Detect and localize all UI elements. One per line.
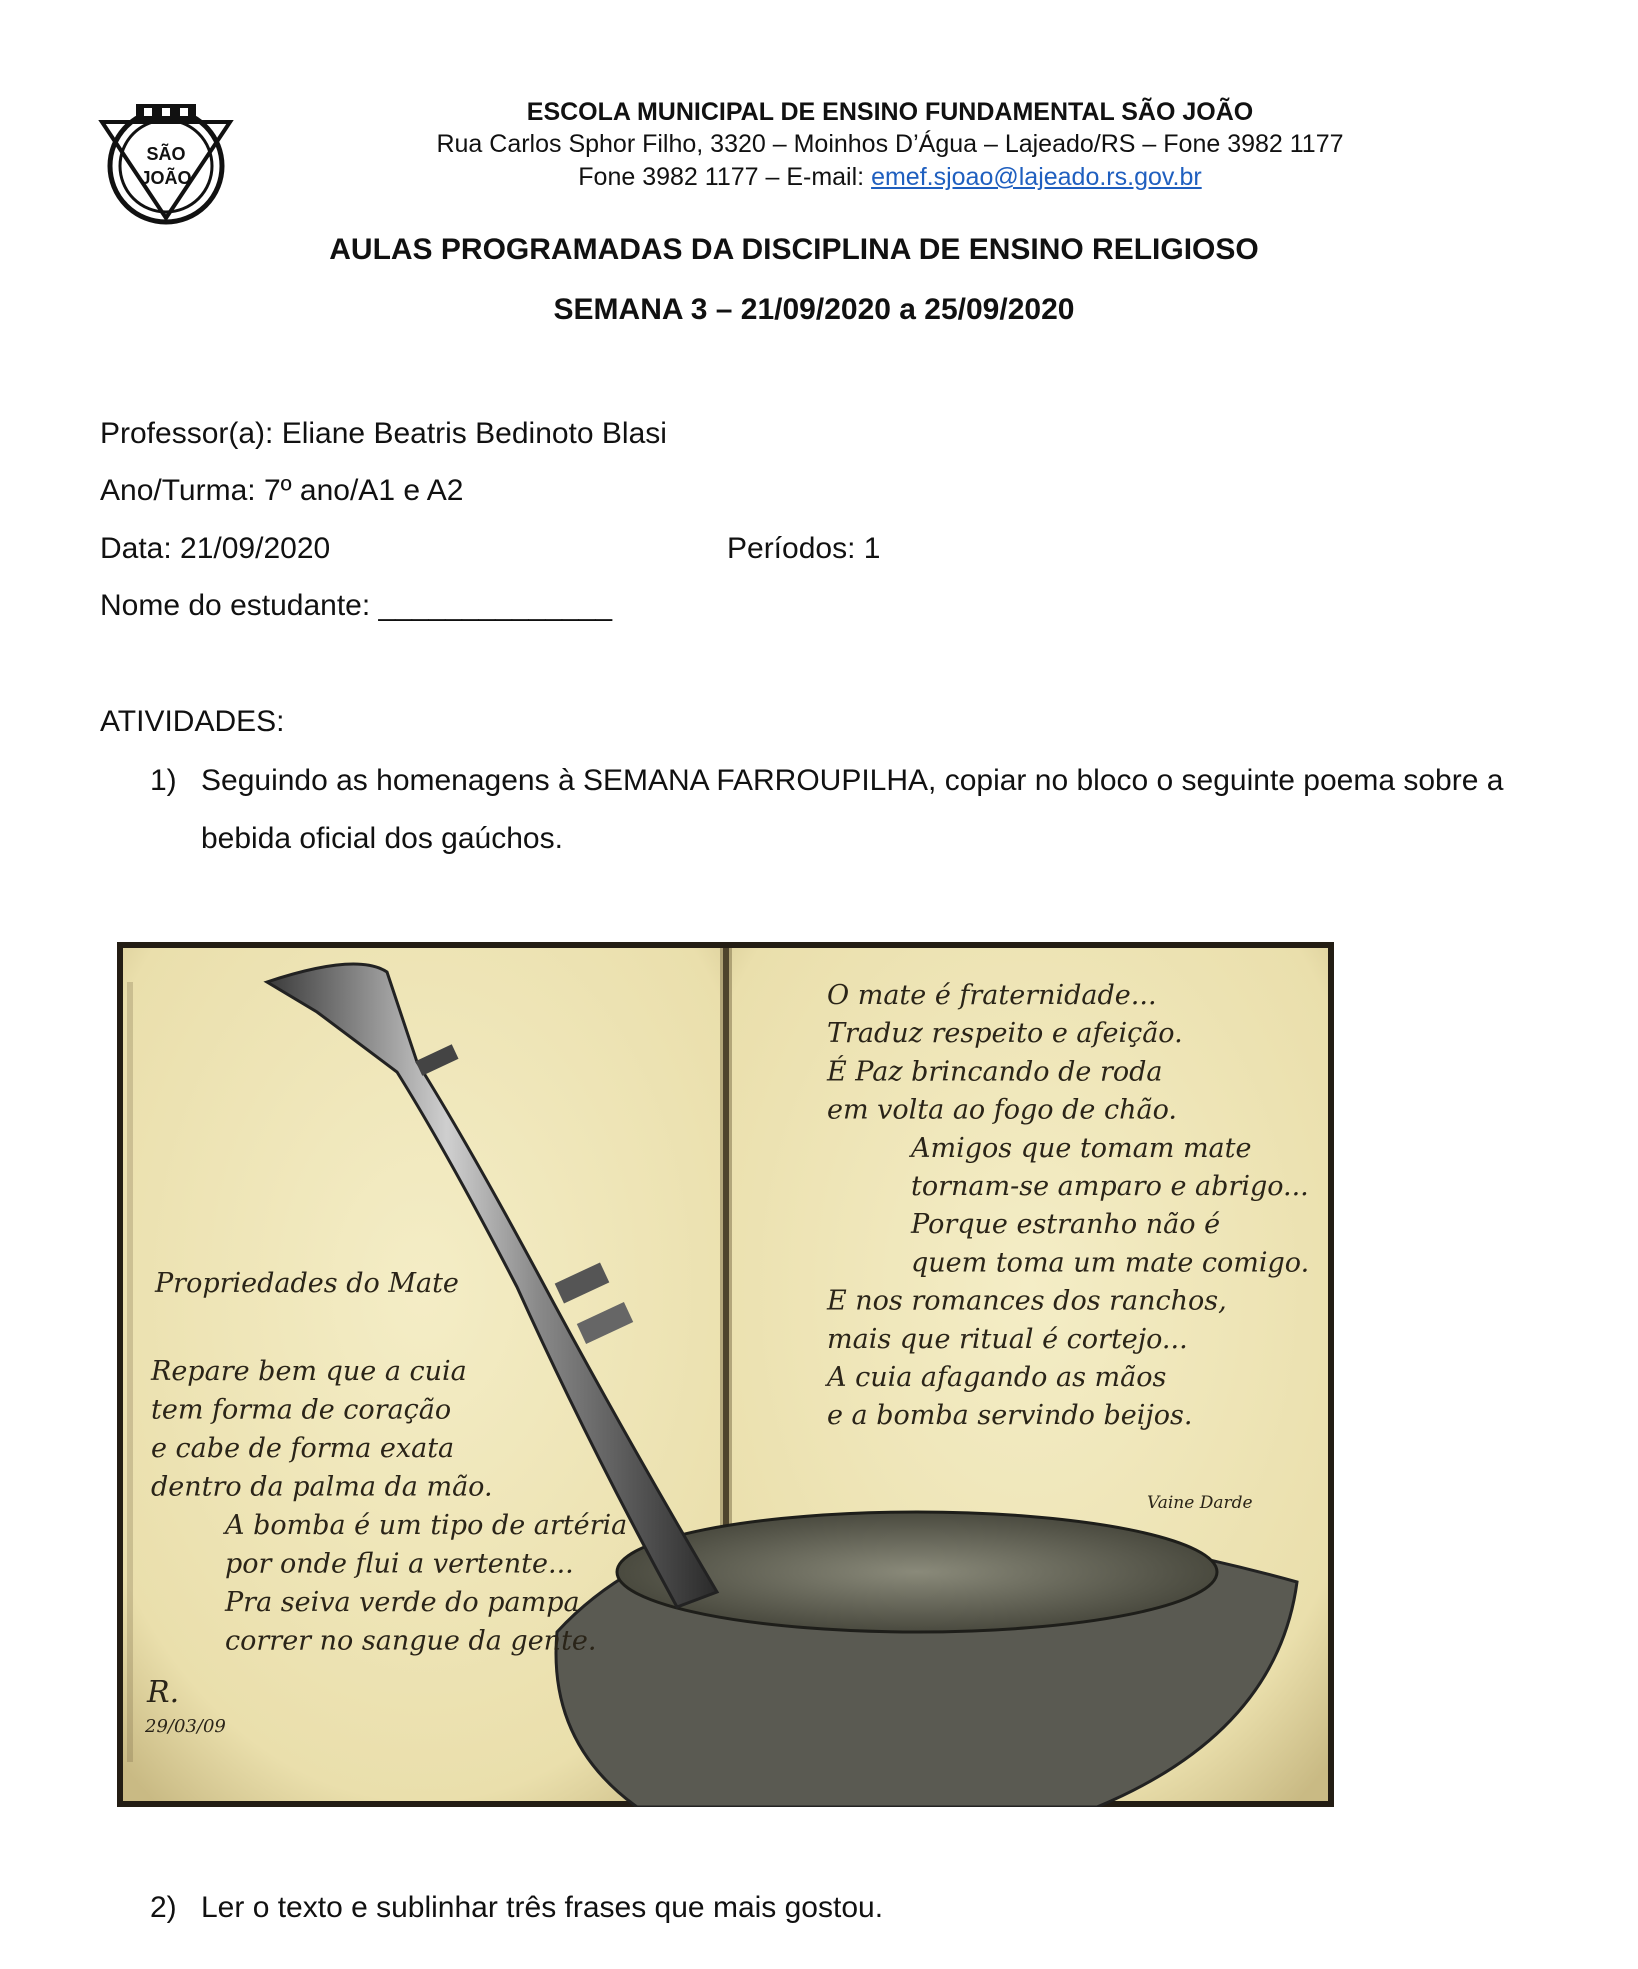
poem-right-line: e a bomba servindo beijos. bbox=[827, 1400, 1193, 1432]
page-title: AULAS PROGRAMADAS DA DISCIPLINA DE ENSINO RELIGIOSO bbox=[329, 233, 1259, 266]
poem-right-line: E nos romances dos ranchos, bbox=[827, 1285, 1227, 1317]
poem-left-line: A bomba é um tipo de artéria bbox=[225, 1510, 628, 1541]
activity-number: 2) bbox=[150, 1891, 177, 1924]
activity-text: Ler o texto e sublinhar três frases que mais gostou. bbox=[201, 1891, 884, 1924]
poem-right-line: quem toma um mate comigo. bbox=[911, 1247, 1310, 1279]
week-title: SEMANA 3 – 21/09/2020 a 25/09/2020 bbox=[553, 293, 1075, 326]
periods-field: Períodos: 1 bbox=[727, 532, 881, 565]
email-link[interactable]: emef.sjoao@lajeado.rs.gov.br bbox=[871, 163, 1202, 191]
contact-prefix: Fone 3982 1177 – E-mail: bbox=[578, 163, 872, 191]
poem-right-line: tornam-se amparo e abrigo... bbox=[911, 1171, 1309, 1202]
logo-text-bottom: JOÃO bbox=[140, 168, 192, 188]
poem-image bbox=[117, 942, 1334, 1807]
poem-right-line: O mate é fraternidade... bbox=[827, 980, 1157, 1011]
activities-heading: ATIVIDADES: bbox=[100, 705, 285, 738]
activity-number: 1) bbox=[150, 764, 177, 797]
date-field: Data: 21/09/2020 bbox=[100, 532, 331, 565]
poem-right-line: Traduz respeito e afeição. bbox=[827, 1018, 1183, 1050]
poem-right-line: É Paz brincando de roda bbox=[827, 1056, 1163, 1088]
poem-right-line: A cuia afagando as mãos bbox=[827, 1362, 1167, 1393]
class-field: Ano/Turma: 7º ano/A1 e A2 bbox=[100, 474, 464, 507]
poem-left-line: dentro da palma da mão. bbox=[151, 1471, 493, 1503]
school-contact bbox=[300, 163, 1480, 192]
poem-title: Propriedades do Mate bbox=[155, 1268, 459, 1299]
school-logo bbox=[98, 100, 234, 226]
poem-left-line: tem forma de coração bbox=[151, 1394, 452, 1426]
poem-left-line: correr no sangue da gente. bbox=[225, 1625, 597, 1657]
poem-left-line: por onde flui a vertente... bbox=[225, 1548, 574, 1580]
poem-right-line: Porque estranho não é bbox=[911, 1209, 1221, 1241]
poem-right-line: mais que ritual é cortejo... bbox=[827, 1323, 1188, 1355]
poem-signature-date: 29/03/09 bbox=[145, 1716, 226, 1737]
student-name-field: Nome do estudante: ______________ bbox=[100, 589, 613, 622]
school-name: ESCOLA MUNICIPAL DE ENSINO FUNDAMENTAL SÃO JOÃO bbox=[526, 98, 1254, 126]
poem-signature: R. bbox=[147, 1675, 180, 1710]
logo-text-top: SÃO bbox=[146, 144, 186, 164]
poem-author: Vaine Darde bbox=[1147, 1493, 1253, 1513]
teacher-field: Professor(a): Eliane Beatris Bedinoto Blasi bbox=[100, 417, 667, 450]
school-address: Rua Carlos Sphor Filho, 3320 – Moinhos D’Água – Lajeado/RS – Fone 3982 1177 bbox=[436, 130, 1344, 158]
poem-right-line: em volta ao fogo de chão. bbox=[827, 1094, 1177, 1126]
poem-left-line: Repare bem que a cuia bbox=[151, 1356, 467, 1387]
activity-text: Seguindo as homenagens à SEMANA FARROUPILHA, copiar no bloco o seguinte poema sobre a bebida oficial dos gaúchos. bbox=[201, 764, 1504, 855]
poem-right-line: Amigos que tomam mate bbox=[911, 1132, 1252, 1164]
poem-left-line: e cabe de forma exata bbox=[151, 1433, 455, 1464]
poem-left-line: Pra seiva verde do pampa bbox=[225, 1587, 580, 1618]
